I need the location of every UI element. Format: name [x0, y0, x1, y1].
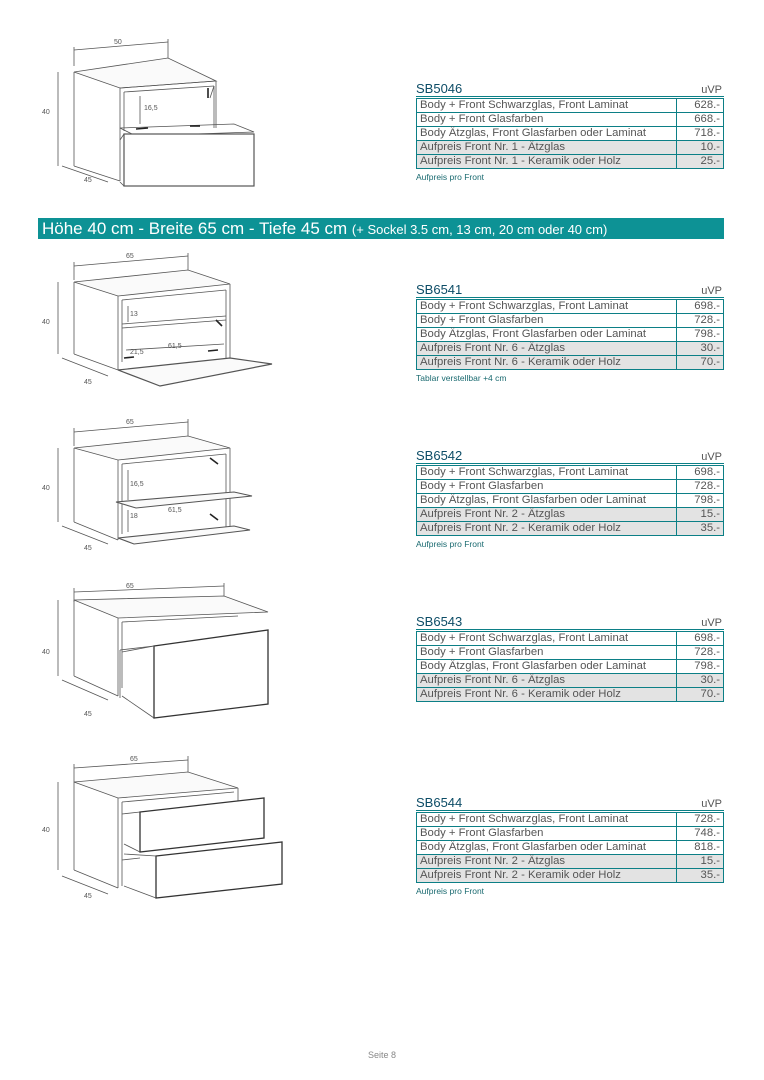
sb6541-drawing — [38, 250, 278, 390]
sb6542-dim-inner-3: 61,5 — [168, 507, 182, 514]
row-label: Body + Front Schwarzglas, Front Laminat — [417, 466, 677, 480]
sb6541-dim-depth: 45 — [84, 379, 92, 386]
row-price: 35.- — [677, 869, 724, 883]
surcharge-row — [417, 869, 724, 883]
sb6544-dim-height: 40 — [42, 827, 50, 834]
section-banner — [38, 218, 724, 239]
sb6543-dim-height: 40 — [42, 649, 50, 656]
sb6542-dim-width: 65 — [126, 419, 134, 426]
surcharge-row — [417, 155, 724, 169]
product-note: Aufpreis pro Front — [416, 539, 485, 549]
row-label: Aufpreis Front Nr. 2 - Keramik oder Holz — [417, 869, 677, 883]
uvp-label: uVP — [701, 451, 722, 463]
sb6542-dim-inner-2: 18 — [130, 513, 138, 520]
row-price: 70.- — [677, 356, 724, 370]
price-row — [417, 300, 724, 314]
sb6541-dim-height: 40 — [42, 319, 50, 326]
price-table — [416, 812, 724, 883]
row-price: 10.- — [677, 141, 724, 155]
row-price: 728.- — [677, 314, 724, 328]
sb5046-dim-height: 40 — [42, 109, 50, 116]
row-price: 718.- — [677, 127, 724, 141]
product-code: SB6544 — [416, 795, 463, 810]
price-row — [417, 113, 724, 127]
row-label: Body Ätzglas, Front Glasfarben oder Laminat — [417, 841, 677, 855]
row-price: 698.- — [677, 300, 724, 314]
price-row — [417, 494, 724, 508]
price-row — [417, 632, 724, 646]
price-row — [417, 813, 724, 827]
sb5046-drawing — [38, 36, 268, 186]
row-price: 728.- — [677, 646, 724, 660]
sb6541-dim-width: 65 — [126, 253, 134, 260]
row-label: Body + Front Schwarzglas, Front Laminat — [417, 300, 677, 314]
sb6542-dim-inner-1: 16,5 — [130, 481, 144, 488]
product-sb5046 — [416, 81, 724, 182]
row-price: 35.- — [677, 522, 724, 536]
row-label: Body Ätzglas, Front Glasfarben oder Laminat — [417, 127, 677, 141]
sb6544-drawing — [38, 752, 288, 902]
uvp-label: uVP — [701, 798, 722, 810]
sb6542-drawing — [38, 416, 268, 556]
row-label: Body + Front Glasfarben — [417, 314, 677, 328]
product-code: SB6541 — [416, 282, 463, 297]
product-note: Aufpreis pro Front — [416, 172, 485, 182]
sb6541-dim-inner-1: 13 — [130, 311, 138, 318]
price-row — [417, 314, 724, 328]
row-label: Body Ätzglas, Front Glasfarben oder Laminat — [417, 328, 677, 342]
price-row — [417, 480, 724, 494]
banner-subtitle: (+ Sockel 3.5 cm, 13 cm, 20 cm oder 40 cm) — [351, 222, 608, 237]
product-note: Tablar verstellbar +4 cm — [416, 373, 507, 383]
row-label: Aufpreis Front Nr. 1 - Keramik oder Holz — [417, 155, 677, 169]
product-sb6542 — [416, 448, 724, 549]
row-label: Aufpreis Front Nr. 6 - Keramik oder Holz — [417, 356, 677, 370]
sb5046-dim-depth: 45 — [84, 177, 92, 184]
price-table — [416, 631, 724, 702]
product-code: SB6542 — [416, 448, 463, 463]
row-price: 698.- — [677, 632, 724, 646]
row-price: 15.- — [677, 855, 724, 869]
price-row — [417, 827, 724, 841]
row-price: 628.- — [677, 99, 724, 113]
price-row — [417, 646, 724, 660]
row-price: 668.- — [677, 113, 724, 127]
surcharge-row — [417, 855, 724, 869]
row-price: 728.- — [677, 480, 724, 494]
row-price: 25.- — [677, 155, 724, 169]
row-label: Aufpreis Front Nr. 1 - Ätzglas — [417, 141, 677, 155]
product-sb6543 — [416, 614, 724, 702]
price-row — [417, 466, 724, 480]
product-note: Aufpreis pro Front — [416, 886, 485, 896]
uvp-label: uVP — [701, 617, 722, 629]
row-label: Aufpreis Front Nr. 2 - Ätzglas — [417, 855, 677, 869]
sb6542-dim-depth: 45 — [84, 545, 92, 552]
surcharge-row — [417, 508, 724, 522]
price-row — [417, 660, 724, 674]
product-sb6544 — [416, 795, 724, 896]
product-sb6541 — [416, 282, 724, 383]
price-table — [416, 465, 724, 536]
row-price: 798.- — [677, 494, 724, 508]
banner-title: Höhe 40 cm - Breite 65 cm - Tiefe 45 cm — [42, 219, 348, 238]
surcharge-row — [417, 674, 724, 688]
surcharge-row — [417, 522, 724, 536]
sb6541-dim-inner-3: 61,5 — [168, 343, 182, 350]
row-label: Body Ätzglas, Front Glasfarben oder Laminat — [417, 494, 677, 508]
row-label: Body + Front Schwarzglas, Front Laminat — [417, 99, 677, 113]
price-row — [417, 841, 724, 855]
uvp-label: uVP — [701, 84, 722, 96]
sb6543-dim-depth: 45 — [84, 711, 92, 718]
row-label: Aufpreis Front Nr. 2 - Keramik oder Holz — [417, 522, 677, 536]
price-table — [416, 299, 724, 370]
price-row — [417, 99, 724, 113]
price-table — [416, 98, 724, 169]
row-price: 30.- — [677, 674, 724, 688]
sb6544-dim-width: 65 — [130, 756, 138, 763]
row-label: Body Ätzglas, Front Glasfarben oder Laminat — [417, 660, 677, 674]
row-label: Body + Front Glasfarben — [417, 827, 677, 841]
sb6544-dim-depth: 45 — [84, 893, 92, 900]
price-row — [417, 328, 724, 342]
sb6541-dim-inner-2: 21,5 — [130, 349, 144, 356]
row-label: Aufpreis Front Nr. 6 - Ätzglas — [417, 342, 677, 356]
row-label: Body + Front Schwarzglas, Front Laminat — [417, 813, 677, 827]
row-price: 818.- — [677, 841, 724, 855]
sb6543-dim-width: 65 — [126, 583, 134, 590]
row-label: Aufpreis Front Nr. 6 - Keramik oder Holz — [417, 688, 677, 702]
row-price: 698.- — [677, 466, 724, 480]
surcharge-row — [417, 342, 724, 356]
row-label: Body + Front Glasfarben — [417, 646, 677, 660]
row-label: Aufpreis Front Nr. 2 - Ätzglas — [417, 508, 677, 522]
sb6543-drawing — [38, 580, 278, 720]
surcharge-row — [417, 688, 724, 702]
row-price: 798.- — [677, 660, 724, 674]
sb6542-dim-height: 40 — [42, 485, 50, 492]
sb5046-dim-inner: 16,5 — [144, 105, 158, 112]
price-row — [417, 127, 724, 141]
surcharge-row — [417, 356, 724, 370]
row-price: 70.- — [677, 688, 724, 702]
row-price: 728.- — [677, 813, 724, 827]
row-label: Body + Front Schwarzglas, Front Laminat — [417, 632, 677, 646]
sb5046-dim-width: 50 — [114, 39, 122, 46]
row-price: 748.- — [677, 827, 724, 841]
row-price: 30.- — [677, 342, 724, 356]
product-code: SB6543 — [416, 614, 463, 629]
row-label: Body + Front Glasfarben — [417, 480, 677, 494]
uvp-label: uVP — [701, 285, 722, 297]
row-price: 15.- — [677, 508, 724, 522]
row-label: Body + Front Glasfarben — [417, 113, 677, 127]
surcharge-row — [417, 141, 724, 155]
row-price: 798.- — [677, 328, 724, 342]
page-number: Seite 8 — [367, 1050, 397, 1060]
row-label: Aufpreis Front Nr. 6 - Ätzglas — [417, 674, 677, 688]
product-code: SB5046 — [416, 81, 463, 96]
